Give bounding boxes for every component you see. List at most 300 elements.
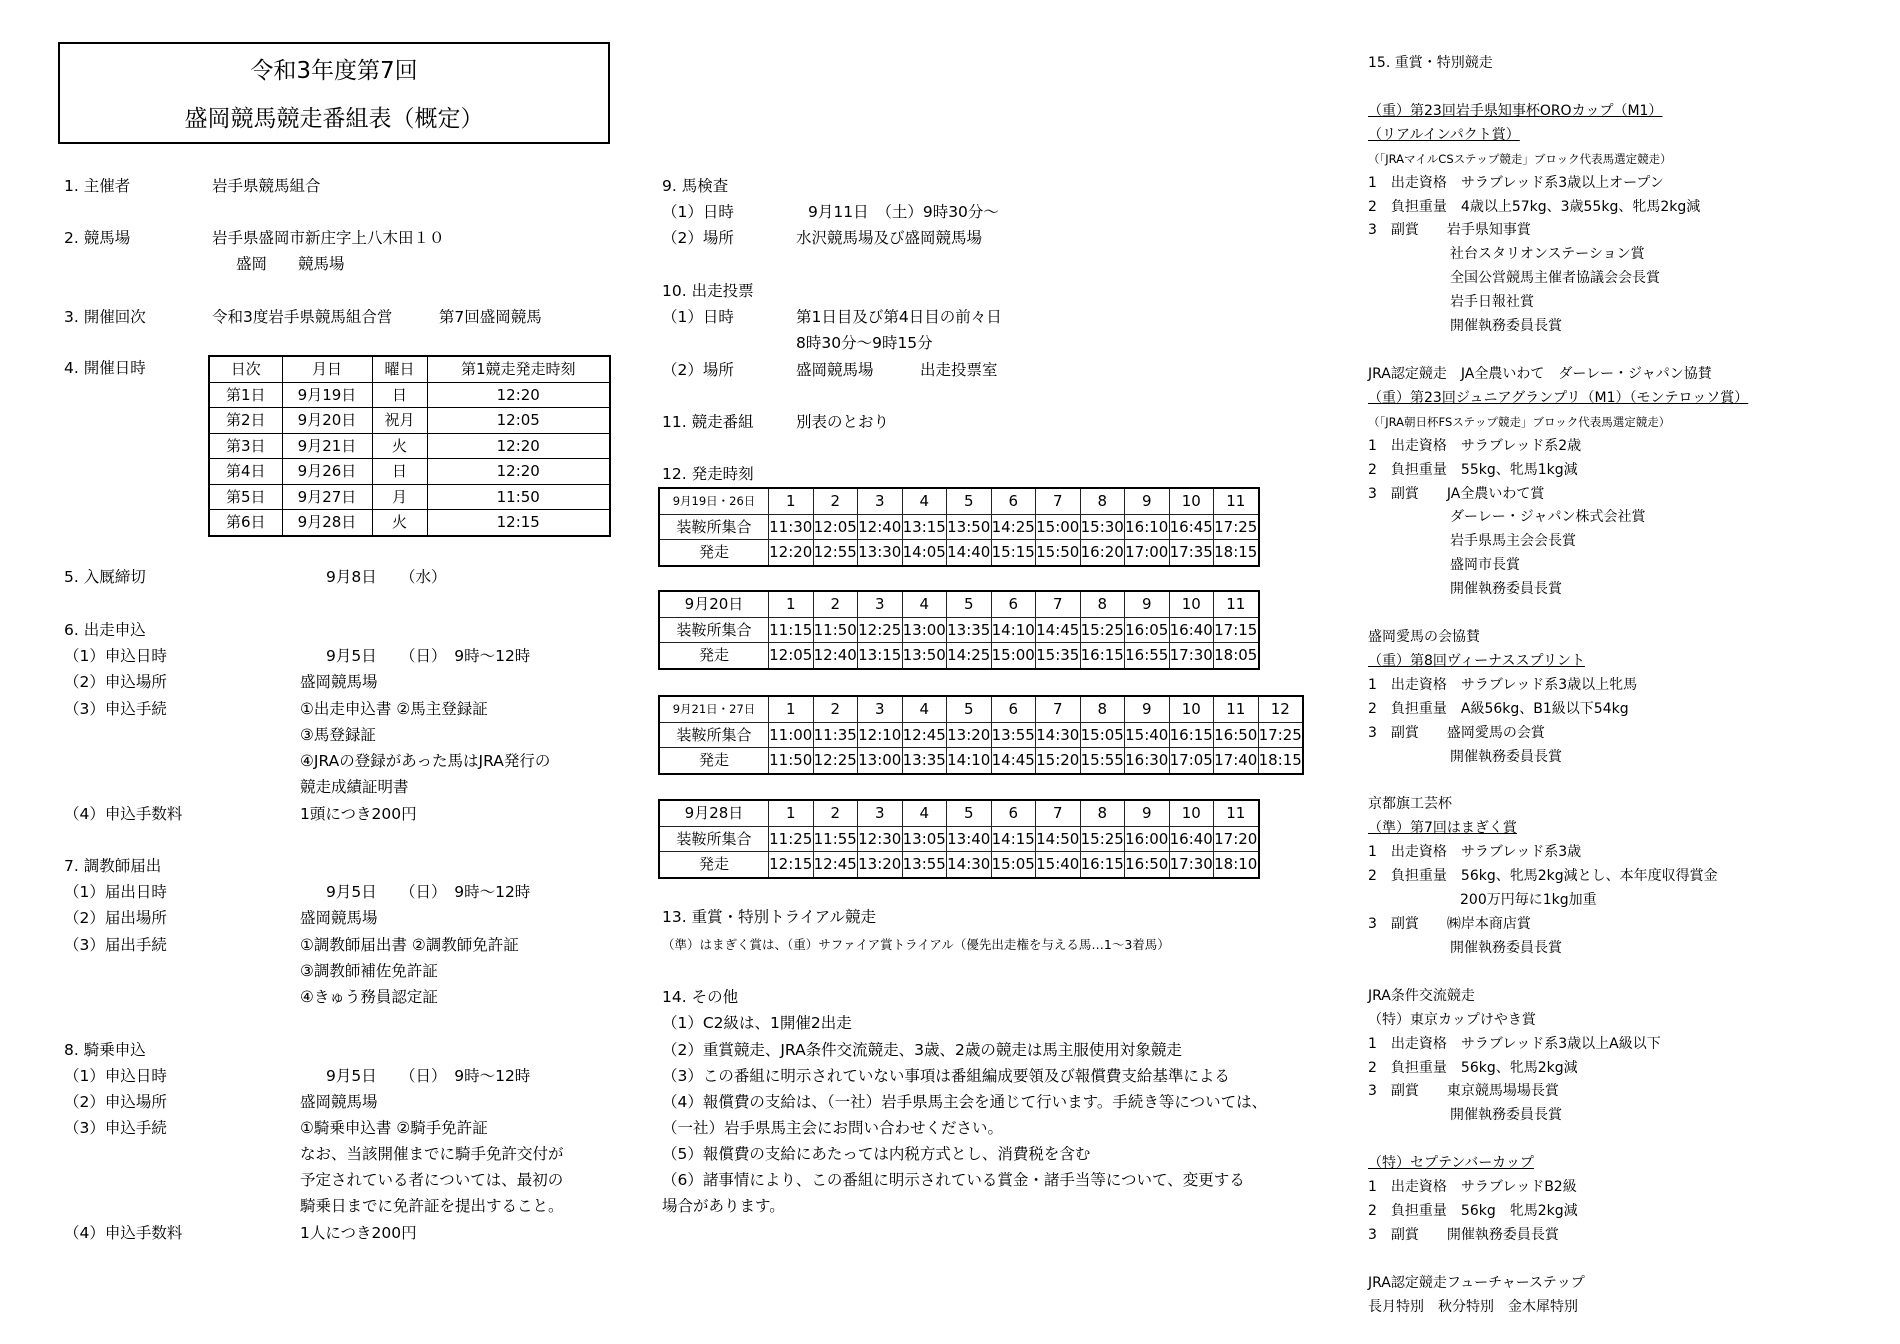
time-cell: 16:40 (1169, 617, 1214, 643)
time-cell: 15:05 (991, 852, 1036, 878)
race-number: 1 (769, 591, 814, 617)
time-cell: 14:40 (947, 540, 992, 566)
race-number: 6 (991, 591, 1036, 617)
race-number: 12 (1258, 696, 1303, 722)
race-number: 2 (813, 696, 858, 722)
race-number: 2 (813, 800, 858, 826)
time-cell: 11:55 (813, 826, 858, 852)
time-cell: 16:45 (1169, 514, 1214, 540)
time-cell: 11:25 (769, 826, 814, 852)
row-label: 発走 (659, 540, 769, 566)
s14-line: （2）重賞競走、JRA条件交流競走、3歳、2歳の競走は馬主服使用対象競走 (662, 1041, 1182, 1059)
race-title: （特）東京カップけやき賞 (1368, 1011, 1536, 1028)
race-line: 2 負担重量 A級56kg、B1級以下54kg (1368, 700, 1629, 717)
race-number: 7 (1036, 800, 1081, 826)
race-number: 9 (1125, 696, 1170, 722)
time-cell: 11:35 (813, 722, 858, 748)
race-number: 3 (858, 488, 903, 514)
time-cell: 15:50 (1036, 540, 1081, 566)
race-number: 4 (902, 800, 947, 826)
time-cell: 12:05 (769, 643, 814, 669)
race-number: 11 (1214, 696, 1259, 722)
s8-r4-value: 1人につき200円 (300, 1224, 417, 1242)
time-cell: 12:30 (858, 826, 903, 852)
s6-r3-value1: ①出走申込書 ②馬主登録証 (300, 700, 488, 718)
table-row (209, 408, 610, 434)
time-cell: 11:50 (769, 748, 814, 774)
race-line: 長月特別 秋分特別 金木犀特別 (1368, 1298, 1578, 1315)
s6-r3-value3: ④JRAの登録があった馬はJRA発行の (300, 752, 551, 770)
time-cell: 16:40 (1169, 826, 1214, 852)
time-cell: 12:10 (858, 722, 903, 748)
s8-r4-label: （4）申込手数料 (64, 1224, 183, 1242)
cell: 祝月 (372, 408, 427, 434)
table-row (659, 514, 1259, 540)
race-number: 10 (1169, 696, 1214, 722)
race-number: 6 (991, 488, 1036, 514)
schedule-table (208, 355, 611, 537)
s6-r2-value: 盛岡競馬場 (300, 673, 378, 691)
s15-label: 15. 重賞・特別競走 (1368, 55, 1493, 71)
s7-label: 7. 調教師届出 (64, 857, 162, 875)
race-line: 2 負担重量 55kg、牝馬1kg減 (1368, 461, 1578, 478)
race-title: （特）セプテンバーカップ (1368, 1155, 1534, 1172)
race-line: ダーレー・ジャパン株式会社賞 (1450, 509, 1646, 526)
s14-line: （一社）岩手県馬主会にお問い合わせください。 (662, 1119, 1004, 1137)
time-cell: 17:15 (1214, 617, 1259, 643)
time-cell: 14:05 (902, 540, 947, 566)
post-time-table (658, 487, 1260, 567)
s10-r2-label: （2）場所 (662, 361, 734, 379)
race-number: 9 (1125, 488, 1170, 514)
table-row (659, 748, 1303, 774)
race-number: 5 (947, 800, 992, 826)
time-cell: 18:10 (1214, 852, 1259, 878)
time-cell: 17:25 (1214, 514, 1259, 540)
s7-r3-value1: ①調教師届出書 ②調教師免許証 (300, 936, 519, 954)
race-subtitle: （リアルインパクト賞） (1368, 126, 1520, 143)
race-note: （「JRA朝日杯FSステップ競走」ブロック代表馬選定競走） (1368, 414, 1671, 429)
s5-label: 5. 入厩締切 (64, 568, 146, 586)
s10-r1-label: （1）日時 (662, 308, 734, 326)
race-title: （重）第23回岩手県知事杯OROカップ（M1） (1368, 102, 1663, 119)
time-cell: 16:55 (1125, 643, 1170, 669)
race-number: 1 (769, 800, 814, 826)
race-line: 開催執務委員長賞 (1450, 1107, 1562, 1124)
time-cell: 16:15 (1169, 722, 1214, 748)
race-number: 10 (1169, 488, 1214, 514)
table-date-header: 9月20日 (659, 591, 769, 617)
s7-r3-value3: ④きゅう務員認定証 (300, 988, 438, 1006)
race-number: 11 (1214, 488, 1259, 514)
race-line: 3 副賞 開催執務委員長賞 (1368, 1226, 1559, 1243)
row-label: 装鞍所集合 (659, 617, 769, 643)
time-cell: 14:10 (991, 617, 1036, 643)
time-cell: 12:40 (813, 643, 858, 669)
cell: 12:15 (427, 510, 610, 536)
s7-r3-value2: ③調教師補佐免許証 (300, 962, 438, 980)
time-cell: 12:05 (813, 514, 858, 540)
cell: 第2日 (209, 408, 282, 434)
race-number: 5 (947, 696, 992, 722)
time-cell: 12:15 (769, 852, 814, 878)
table-date-header: 9月19日・26日 (659, 488, 769, 514)
s6-r3-value2: ③馬登録証 (300, 726, 376, 744)
s13-value: （準）はまぎく賞は、（重）サファイア賞トライアル（優先出走権を与える馬…1～3着馬） (662, 937, 1170, 952)
time-cell: 16:15 (1080, 852, 1125, 878)
race-title: （重）第8回ヴィーナススプリント (1368, 652, 1585, 669)
schedule-header: 第1競走発走時刻 (427, 356, 610, 382)
race-line: 1 出走資格 サラブレッド系3歳以上牝馬 (1368, 676, 1638, 693)
schedule-header: 月日 (282, 356, 372, 382)
s6-r1-label: （1）申込日時 (64, 647, 167, 665)
time-cell: 14:45 (991, 748, 1036, 774)
time-cell: 14:15 (991, 826, 1036, 852)
s9-r2-value: 水沢競馬場及び盛岡競馬場 (796, 229, 983, 247)
cell: 第4日 (209, 459, 282, 485)
race-number: 8 (1080, 591, 1125, 617)
s14-label: 14. その他 (662, 988, 739, 1006)
time-cell: 12:25 (858, 617, 903, 643)
time-cell: 11:50 (813, 617, 858, 643)
time-cell: 13:50 (902, 643, 947, 669)
cell: 9月21日 (282, 433, 372, 459)
time-cell: 17:05 (1169, 748, 1214, 774)
s2-value2: 盛岡 競馬場 (236, 255, 345, 273)
s8-r3-value3: 予定されている者については、最初の (300, 1171, 564, 1189)
s10-label: 10. 出走投票 (662, 282, 754, 300)
race-number: 2 (813, 488, 858, 514)
time-cell: 15:55 (1080, 748, 1125, 774)
s10-r2-value: 盛岡競馬場 出走投票室 (796, 361, 998, 379)
s7-r1-label: （1）届出日時 (64, 883, 167, 901)
time-cell: 13:55 (902, 852, 947, 878)
race-number: 11 (1214, 800, 1259, 826)
race-number: 8 (1080, 488, 1125, 514)
time-cell: 14:30 (947, 852, 992, 878)
time-cell: 11:30 (769, 514, 814, 540)
race-title: （重）第23回ジュニアグランプリ（M1）（モンテロッソ賞） (1368, 389, 1749, 406)
s6-label: 6. 出走申込 (64, 621, 146, 639)
table-date-header: 9月28日 (659, 800, 769, 826)
time-cell: 15:00 (1036, 514, 1081, 540)
time-cell: 14:10 (947, 748, 992, 774)
time-cell: 12:45 (902, 722, 947, 748)
race-sponsor: JRA認定競走 JA全農いわて ダーレー・ジャパン協賛 (1368, 365, 1712, 382)
s7-r1-value: 9月5日 （日） 9時～12時 (326, 883, 531, 901)
s4-label: 4. 開催日時 (64, 359, 146, 377)
time-cell: 14:25 (947, 643, 992, 669)
s2-label: 2. 競馬場 (64, 229, 131, 247)
time-cell: 15:40 (1125, 722, 1170, 748)
time-cell: 17:30 (1169, 643, 1214, 669)
s8-r3-value4: 騎乗日までに免許証を提出すること。 (300, 1197, 564, 1215)
race-number: 9 (1125, 800, 1170, 826)
time-cell: 17:35 (1169, 540, 1214, 566)
row-label: 装鞍所集合 (659, 514, 769, 540)
time-cell: 13:15 (902, 514, 947, 540)
post-time-table (658, 590, 1260, 670)
table-row (209, 510, 610, 536)
time-cell: 12:25 (813, 748, 858, 774)
time-cell: 15:00 (991, 643, 1036, 669)
s8-r3-value2: なお、当該開催までに騎手免許交付が (300, 1145, 564, 1163)
race-number: 3 (858, 800, 903, 826)
race-line: 3 副賞 岩手県知事賞 (1368, 222, 1531, 239)
s14-line: （5）報償費の支給にあたっては内税方式とし、消費税を含む (662, 1145, 1091, 1163)
cell: 第6日 (209, 510, 282, 536)
race-line: 開催執務委員長賞 (1450, 318, 1562, 335)
schedule-header: 曜日 (372, 356, 427, 382)
race-number: 7 (1036, 488, 1081, 514)
race-number: 1 (769, 696, 814, 722)
race-sponsor: JRA条件交流競走 (1368, 987, 1475, 1004)
time-cell: 16:50 (1125, 852, 1170, 878)
race-number: 5 (947, 591, 992, 617)
post-time-table (658, 799, 1260, 879)
time-cell: 16:15 (1080, 643, 1125, 669)
s8-r3-value1: ①騎乗申込書 ②騎手免許証 (300, 1119, 488, 1137)
s14-line: （6）諸事情により、この番組に明示されている賞金・諸手当等について、変更する (662, 1171, 1245, 1189)
s3-label: 3. 開催回次 (64, 308, 146, 326)
time-cell: 16:10 (1125, 514, 1170, 540)
race-line: 1 出走資格 サラブレッド系3歳 (1368, 844, 1582, 861)
time-cell: 12:55 (813, 540, 858, 566)
time-cell: 13:35 (947, 617, 992, 643)
table-row (209, 433, 610, 459)
right-column (1368, 52, 1748, 1320)
time-cell: 14:45 (1036, 617, 1081, 643)
cell: 月 (372, 484, 427, 510)
race-number: 3 (858, 591, 903, 617)
time-cell: 15:15 (991, 540, 1036, 566)
time-cell: 16:20 (1080, 540, 1125, 566)
table-row (659, 696, 1303, 722)
s9-r1-label: （1）日時 (662, 203, 734, 221)
s1-value: 岩手県競馬組合 (212, 177, 321, 195)
s11-value: 別表のとおり (796, 413, 890, 431)
time-cell: 14:30 (1036, 722, 1081, 748)
race-number: 4 (902, 696, 947, 722)
time-cell: 15:25 (1080, 617, 1125, 643)
row-label: 装鞍所集合 (659, 722, 769, 748)
cell: 火 (372, 433, 427, 459)
time-cell: 16:50 (1214, 722, 1259, 748)
table-row (659, 826, 1259, 852)
time-cell: 17:30 (1169, 852, 1214, 878)
race-number: 11 (1214, 591, 1259, 617)
time-cell: 16:00 (1125, 826, 1170, 852)
row-label: 発走 (659, 852, 769, 878)
race-number: 4 (902, 591, 947, 617)
time-cell: 17:40 (1214, 748, 1259, 774)
table-row (659, 643, 1259, 669)
time-cell: 13:40 (947, 826, 992, 852)
race-sponsor: 京都旗工芸杯 (1368, 796, 1452, 813)
time-cell: 13:05 (902, 826, 947, 852)
table-row (209, 459, 610, 485)
time-cell: 13:20 (947, 722, 992, 748)
time-cell: 13:20 (858, 852, 903, 878)
s6-r1-value: 9月5日 （日） 9時～12時 (326, 647, 531, 665)
s13-label: 13. 重賞・特別トライアル競走 (662, 908, 877, 926)
cell: 9月26日 (282, 459, 372, 485)
time-cell: 18:05 (1214, 643, 1259, 669)
race-sponsor: JRA認定競走フューチャーステップ (1368, 1274, 1585, 1291)
race-number: 1 (769, 488, 814, 514)
race-sponsor: 盛岡愛馬の会協賛 (1368, 629, 1480, 646)
race-number: 9 (1125, 591, 1170, 617)
post-time-table (658, 695, 1304, 775)
s10-r1-value2: 8時30分～9時15分 (796, 334, 933, 352)
table-row (659, 800, 1259, 826)
time-cell: 13:55 (991, 722, 1036, 748)
time-cell: 18:15 (1258, 748, 1303, 774)
race-number: 7 (1036, 696, 1081, 722)
race-number: 8 (1080, 800, 1125, 826)
title-box (58, 42, 610, 144)
row-label: 装鞍所集合 (659, 826, 769, 852)
row-label: 発走 (659, 643, 769, 669)
s9-label: 9. 馬検査 (662, 177, 729, 195)
time-cell: 18:15 (1214, 540, 1259, 566)
cell: 火 (372, 510, 427, 536)
race-line: 1 出走資格 サラブレッド系3歳以上A級以下 (1368, 1035, 1661, 1052)
time-cell: 17:25 (1258, 722, 1303, 748)
s6-r3-label: （3）申込手続 (64, 700, 167, 718)
title-line-1: 令和3年度第7回 (250, 58, 418, 84)
cell: 第3日 (209, 433, 282, 459)
race-number: 5 (947, 488, 992, 514)
schedule-header: 日次 (209, 356, 282, 382)
time-cell: 15:40 (1036, 852, 1081, 878)
cell: 12:05 (427, 408, 610, 434)
race-line: 3 副賞 東京競馬場場長賞 (1368, 1083, 1559, 1100)
race-number: 6 (991, 800, 1036, 826)
s9-r1-value: 9月11日 （土）9時30分～ (808, 203, 999, 221)
s14-line: 場合があります。 (662, 1197, 785, 1215)
cell: 日 (372, 459, 427, 485)
s8-r2-label: （2）申込場所 (64, 1093, 167, 1111)
race-line: 1 出走資格 サラブレッド系2歳 (1368, 437, 1582, 454)
time-cell: 13:50 (947, 514, 992, 540)
race-note: （「JRAマイルCSステップ競走」ブロック代表馬選定競走） (1368, 151, 1672, 166)
race-number: 10 (1169, 800, 1214, 826)
s8-r1-value: 9月5日 （日） 9時～12時 (326, 1067, 531, 1085)
race-line: 2 負担重量 56kg 牝馬2kg減 (1368, 1203, 1578, 1220)
race-number: 10 (1169, 591, 1214, 617)
table-row (659, 617, 1259, 643)
time-cell: 13:30 (858, 540, 903, 566)
time-cell: 15:25 (1080, 826, 1125, 852)
cell: 第1日 (209, 382, 282, 408)
s8-label: 8. 騎乗申込 (64, 1041, 146, 1059)
race-line: 岩手県馬主会会長賞 (1450, 533, 1576, 550)
s8-r1-label: （1）申込日時 (64, 1067, 167, 1085)
cell: 9月19日 (282, 382, 372, 408)
race-line: 3 副賞 ㈱岸本商店賞 (1368, 916, 1531, 932)
race-number: 2 (813, 591, 858, 617)
time-cell: 15:30 (1080, 514, 1125, 540)
cell: 9月20日 (282, 408, 372, 434)
race-number: 3 (858, 696, 903, 722)
race-line: 開催執務委員長賞 (1450, 939, 1562, 956)
cell: 11:50 (427, 484, 610, 510)
time-cell: 17:20 (1214, 826, 1259, 852)
race-line: 2 負担重量 4歳以上57kg、3歳55kg、牝馬2kg減 (1368, 198, 1701, 215)
cell: 9月28日 (282, 510, 372, 536)
s7-r3-label: （3）届出手続 (64, 936, 167, 954)
s12-label: 12. 発走時刻 (662, 465, 754, 483)
title-line-2: 盛岡競馬競走番組表（概定） (184, 106, 484, 132)
cell: 12:20 (427, 459, 610, 485)
time-cell: 12:45 (813, 852, 858, 878)
s6-r4-label: （4）申込手数料 (64, 805, 183, 823)
race-line: 2 負担重量 56kg、牝馬2kg減 (1368, 1059, 1578, 1076)
race-line: 岩手日報社賞 (1450, 294, 1534, 311)
table-date-header: 9月21日・27日 (659, 696, 769, 722)
table-row (659, 722, 1303, 748)
race-line: 1 出走資格 サラブレッド系3歳以上オープン (1368, 174, 1664, 191)
s6-r2-label: （2）申込場所 (64, 673, 167, 691)
race-line: 開催執務委員長賞 (1450, 748, 1562, 765)
race-line: 盛岡市長賞 (1450, 557, 1520, 574)
s14-line: （4）報償費の支給は、（一社）岩手県馬主会を通じて行います。手続き等については、 (662, 1093, 1268, 1111)
time-cell: 16:05 (1125, 617, 1170, 643)
s10-r1-value1: 第1日目及び第4日目の前々日 (796, 308, 1002, 326)
race-number: 8 (1080, 696, 1125, 722)
time-cell: 11:15 (769, 617, 814, 643)
time-cell: 12:40 (858, 514, 903, 540)
s14-line: （3）この番組に明示されていない事項は番組編成要領及び報償費支給基準による (662, 1067, 1230, 1085)
race-line: 3 副賞 JA全農いわて賞 (1368, 485, 1545, 502)
s8-r2-value: 盛岡競馬場 (300, 1093, 378, 1111)
s2-value1: 岩手県盛岡市新庄字上八木田１０ (212, 229, 445, 247)
time-cell: 13:00 (902, 617, 947, 643)
row-label: 発走 (659, 748, 769, 774)
race-number: 4 (902, 488, 947, 514)
table-row (209, 484, 610, 510)
race-line: 社台スタリオンステーション賞 (1450, 246, 1645, 263)
cell: 日 (372, 382, 427, 408)
table-row (659, 488, 1259, 514)
table-row (659, 591, 1259, 617)
s5-value: 9月8日 （水） (326, 568, 447, 586)
time-cell: 13:15 (858, 643, 903, 669)
time-cell: 15:20 (1036, 748, 1081, 774)
cell: 12:20 (427, 433, 610, 459)
s7-r2-value: 盛岡競馬場 (300, 909, 378, 927)
s6-r4-value: 1頭につき200円 (300, 805, 417, 823)
s3-value: 令和3度岩手県競馬組合営 第7回盛岡競馬 (212, 308, 542, 326)
table-row (209, 382, 610, 408)
race-line: 全国公営競馬主催者協議会会長賞 (1450, 270, 1660, 287)
time-cell: 14:50 (1036, 826, 1081, 852)
race-line: 1 出走資格 サラブレッドB2級 (1368, 1179, 1577, 1196)
s6-r3-value4: 競走成績証明書 (300, 778, 409, 796)
race-line: 開催執務委員長賞 (1450, 581, 1562, 598)
time-cell: 17:00 (1125, 540, 1170, 566)
time-cell: 15:05 (1080, 722, 1125, 748)
s14-line: （1）C2級は、1開催2出走 (662, 1014, 852, 1032)
race-number: 6 (991, 696, 1036, 722)
time-cell: 16:30 (1125, 748, 1170, 774)
race-title: （準）第7回はまぎく賞 (1368, 820, 1517, 837)
race-number: 7 (1036, 591, 1081, 617)
cell: 9月27日 (282, 484, 372, 510)
time-cell: 11:00 (769, 722, 814, 748)
s11-label: 11. 競走番組 (662, 413, 754, 431)
